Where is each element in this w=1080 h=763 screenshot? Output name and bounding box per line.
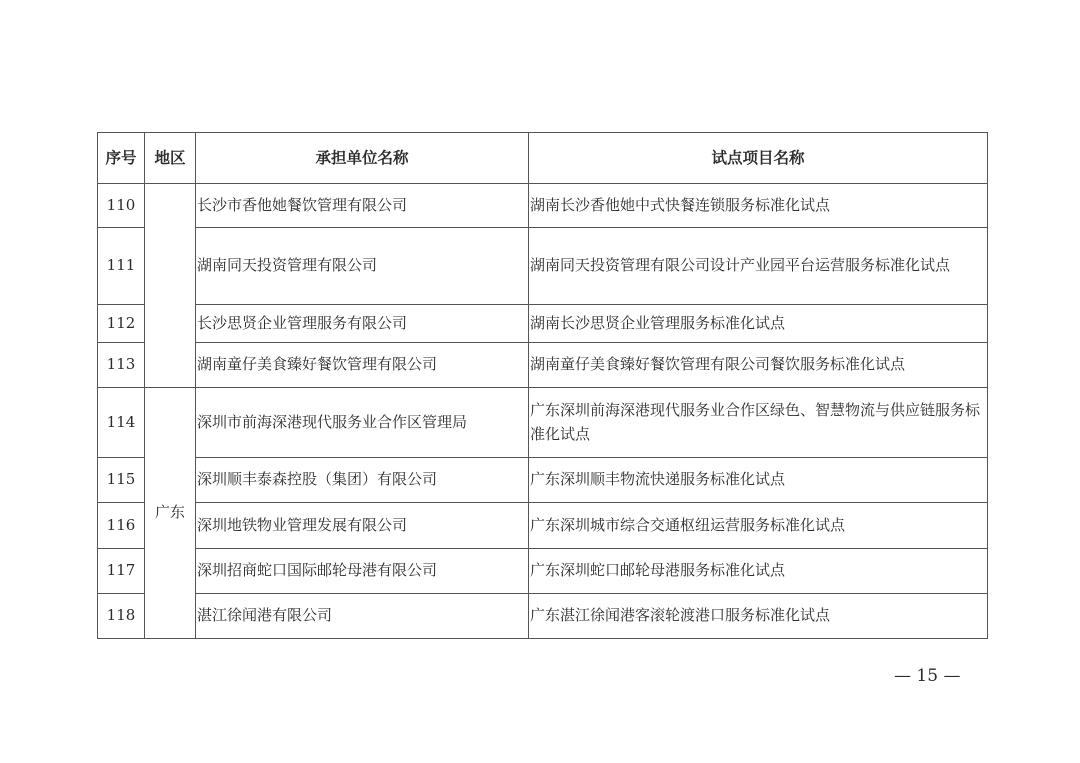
project-name: 广东深圳蛇口邮轮母港服务标准化试点 (529, 549, 988, 594)
unit-name: 深圳招商蛇口国际邮轮母港有限公司 (196, 549, 529, 594)
header-unit: 承担单位名称 (196, 133, 529, 184)
pilot-project-table (97, 132, 988, 639)
table-row (98, 343, 988, 388)
project-name: 湖南童仔美食臻好餐饮管理有限公司餐饮服务标准化试点 (529, 343, 988, 388)
header-region: 地区 (145, 133, 196, 184)
region-cell-guangdong: 广东 (145, 388, 196, 639)
table-row (98, 458, 988, 503)
row-num: 111 (98, 228, 145, 305)
row-num: 116 (98, 503, 145, 549)
page-number: — 15 — (894, 666, 961, 686)
table-row (98, 549, 988, 594)
region-cell-hunan (145, 184, 196, 388)
project-name: 广东深圳前海深港现代服务业合作区绿色、智慧物流与供应链服务标准化试点 (529, 388, 988, 458)
row-num: 113 (98, 343, 145, 388)
unit-name: 长沙市香他她餐饮管理有限公司 (196, 184, 529, 228)
unit-name: 湖南同天投资管理有限公司 (196, 228, 529, 305)
project-name: 湖南长沙思贤企业管理服务标准化试点 (529, 305, 988, 343)
header-num: 序号 (98, 133, 145, 184)
row-num: 115 (98, 458, 145, 503)
table-row (98, 228, 988, 305)
table-row (98, 503, 988, 549)
unit-name: 深圳顺丰泰森控股（集团）有限公司 (196, 458, 529, 503)
table-row (98, 388, 988, 458)
table-row (98, 184, 988, 228)
project-name: 广东深圳顺丰物流快递服务标准化试点 (529, 458, 988, 503)
row-num: 112 (98, 305, 145, 343)
row-num: 117 (98, 549, 145, 594)
project-name: 广东深圳城市综合交通枢纽运营服务标准化试点 (529, 503, 988, 549)
row-num: 118 (98, 594, 145, 639)
row-num: 110 (98, 184, 145, 228)
row-num: 114 (98, 388, 145, 458)
project-name: 湖南同天投资管理有限公司设计产业园平台运营服务标准化试点 (529, 228, 988, 305)
unit-name: 长沙思贤企业管理服务有限公司 (196, 305, 529, 343)
unit-name: 深圳地铁物业管理发展有限公司 (196, 503, 529, 549)
table-row (98, 305, 988, 343)
unit-name: 湛江徐闻港有限公司 (196, 594, 529, 639)
unit-name: 湖南童仔美食臻好餐饮管理有限公司 (196, 343, 529, 388)
header-project: 试点项目名称 (529, 133, 988, 184)
unit-name: 深圳市前海深港现代服务业合作区管理局 (196, 388, 529, 458)
table-row (98, 594, 988, 639)
project-name: 湖南长沙香他她中式快餐连锁服务标准化试点 (529, 184, 988, 228)
project-name: 广东湛江徐闻港客滚轮渡港口服务标准化试点 (529, 594, 988, 639)
table-header-row (98, 133, 988, 184)
